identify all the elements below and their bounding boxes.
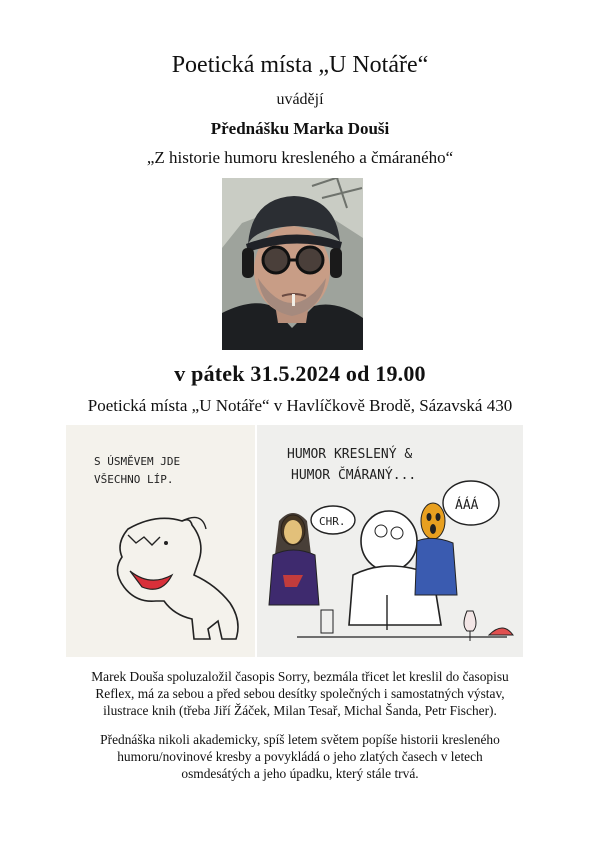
right-title-line2: HUMOR ČMÁRANÝ... [291,468,417,483]
lecture-subtitle: „Z historie humoru kresleného a čmáraného“ [146,148,454,167]
event-venue: Poetická místa „U Notáře“ v Havlíčkově Brodě, Sázavská 430 [87,396,513,415]
p1-line-3: ilustrace knih (třeba Jiří Žáček, Milan Tesař, Michal Šanda, Petr Fischer). [103,703,497,718]
humor-cartoon-panel [257,425,523,657]
cartoon-illustration [66,425,523,657]
p1-line-1: Marek Douša spoluzaložil časopis Sorry, bezmála třicet let kreslil do časopisu [91,669,509,684]
p2-line-1: Přednáška nikoli akademicky, spíš letem světem popíše historii kresleného [100,732,500,747]
bubble-left-text: CHR. [319,515,346,528]
description-paragraph-2 [40,731,560,782]
presents-text: uvádějí [276,91,324,108]
description-paragraph-1 [40,668,560,719]
portrait-photo [222,178,363,350]
left-caption-line2: VŠECHNO LÍP. [94,473,174,486]
p2-line-2: humoru/novinové kresby a povykládá o jeho zlatých časech v letech [117,749,483,764]
right-title-line1: HUMOR KRESLENÝ & [287,447,413,462]
page-title: Poetická místa „U Notáře“ [171,52,429,78]
event-datetime: v pátek 31.5.2024 od 19.00 [174,361,426,386]
dog-cartoon-panel [66,425,255,657]
p1-line-2: Reflex, má za sebou a před sebou desítky společných i samostatných výstav, [95,686,505,701]
lecture-heading: Přednášku Marka Douši [210,119,390,138]
p2-line-3: osmdesátých a jeho úpadku, který stále trvá. [181,766,419,781]
left-caption-line1: S ÚSMĚVEM JDE [94,455,181,468]
bubble-right-text: ÁÁÁ [455,498,479,513]
